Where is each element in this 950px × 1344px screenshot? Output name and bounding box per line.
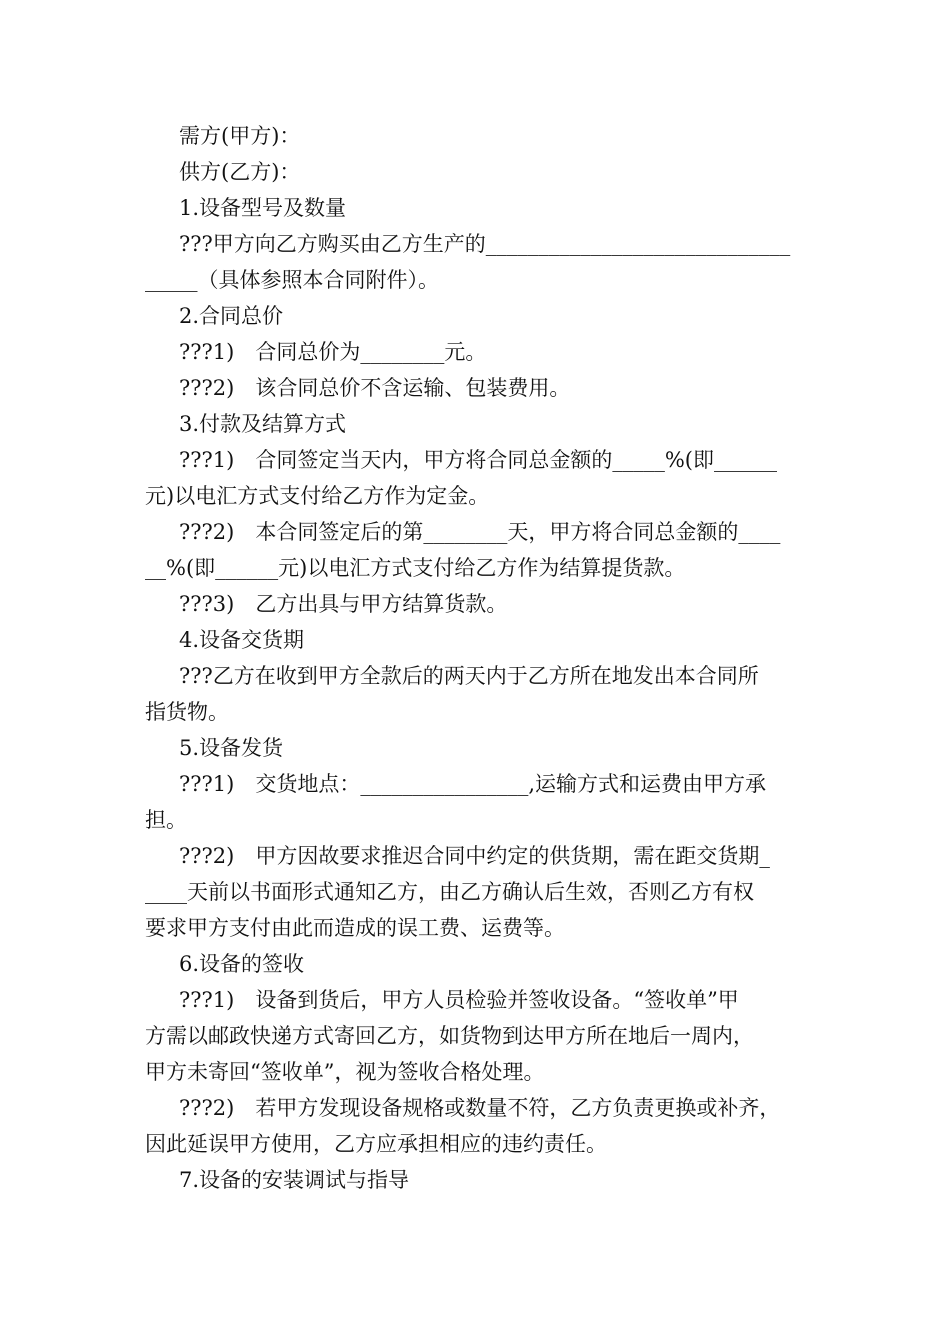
section-heading-2: 2.合同总价 — [179, 304, 284, 328]
section-heading-5: 5.设备发货 — [179, 736, 284, 760]
paragraph-line: 担。 — [145, 808, 187, 832]
paragraph-line: 方需以邮政快递方式寄回乙方，如货物到达甲方所在地后一周内， — [145, 1024, 754, 1048]
paragraph-line: 指货物。 — [145, 700, 229, 724]
paragraph-line: ____天前以书面形式通知乙方，由乙方确认后生效，否则乙方有权 — [145, 880, 754, 904]
paragraph-line: ???2) 甲方因故要求推迟合同中约定的供货期，需在距交货期_ — [179, 844, 770, 868]
paragraph-line: ???乙方在收到甲方全款后的两天内于乙方所在地发出本合同所 — [179, 664, 759, 688]
paragraph-line: ???1) 交货地点：________________,运输方式和运费由甲方承 — [179, 772, 767, 796]
paragraph-line: ???1) 合同总价为________元。 — [179, 340, 487, 364]
paragraph-line: ???2) 该合同总价不含运输、包装费用。 — [179, 376, 571, 400]
section-heading-1: 1.设备型号及数量 — [179, 196, 347, 220]
paragraph-line: 因此延误甲方使用，乙方应承担相应的违约责任。 — [145, 1132, 607, 1156]
paragraph-line: _____（具体参照本合同附件）。 — [145, 268, 439, 292]
paragraph-line: 甲方未寄回“签收单”，视为签收合格处理。 — [145, 1060, 545, 1084]
paragraph-line: ???1) 设备到货后，甲方人员检验并签收设备。“签收单”甲 — [179, 988, 739, 1012]
paragraph-line: ???甲方向乙方购买由乙方生产的_____________________________ — [179, 232, 791, 256]
paragraph-line: ???1) 合同签定当天内，甲方将合同总金额的_____%(即______ — [179, 448, 777, 472]
paragraph-line: ???2) 本合同签定后的第________天，甲方将合同总金额的____ — [179, 520, 781, 544]
paragraph-line: ???2) 若甲方发现设备规格或数量不符，乙方负责更换或补齐， — [179, 1096, 781, 1120]
section-heading-4: 4.设备交货期 — [179, 628, 305, 652]
buyer-line: 需方(甲方)： — [179, 124, 301, 148]
paragraph-line: 元)以电汇方式支付给乙方作为定金。 — [145, 484, 490, 508]
paragraph-line: __%(即______元)以电汇方式支付给乙方作为结算提货款。 — [145, 556, 686, 580]
paragraph-line: ???3) 乙方出具与甲方结算货款。 — [179, 592, 508, 616]
section-heading-6: 6.设备的签收 — [179, 952, 305, 976]
section-heading-7: 7.设备的安装调试与指导 — [179, 1168, 410, 1192]
contract-body — [145, 118, 810, 1198]
supplier-line: 供方(乙方)： — [179, 160, 301, 184]
paragraph-line: 要求甲方支付由此而造成的误工费、运费等。 — [145, 916, 565, 940]
section-heading-3: 3.付款及结算方式 — [179, 412, 347, 436]
